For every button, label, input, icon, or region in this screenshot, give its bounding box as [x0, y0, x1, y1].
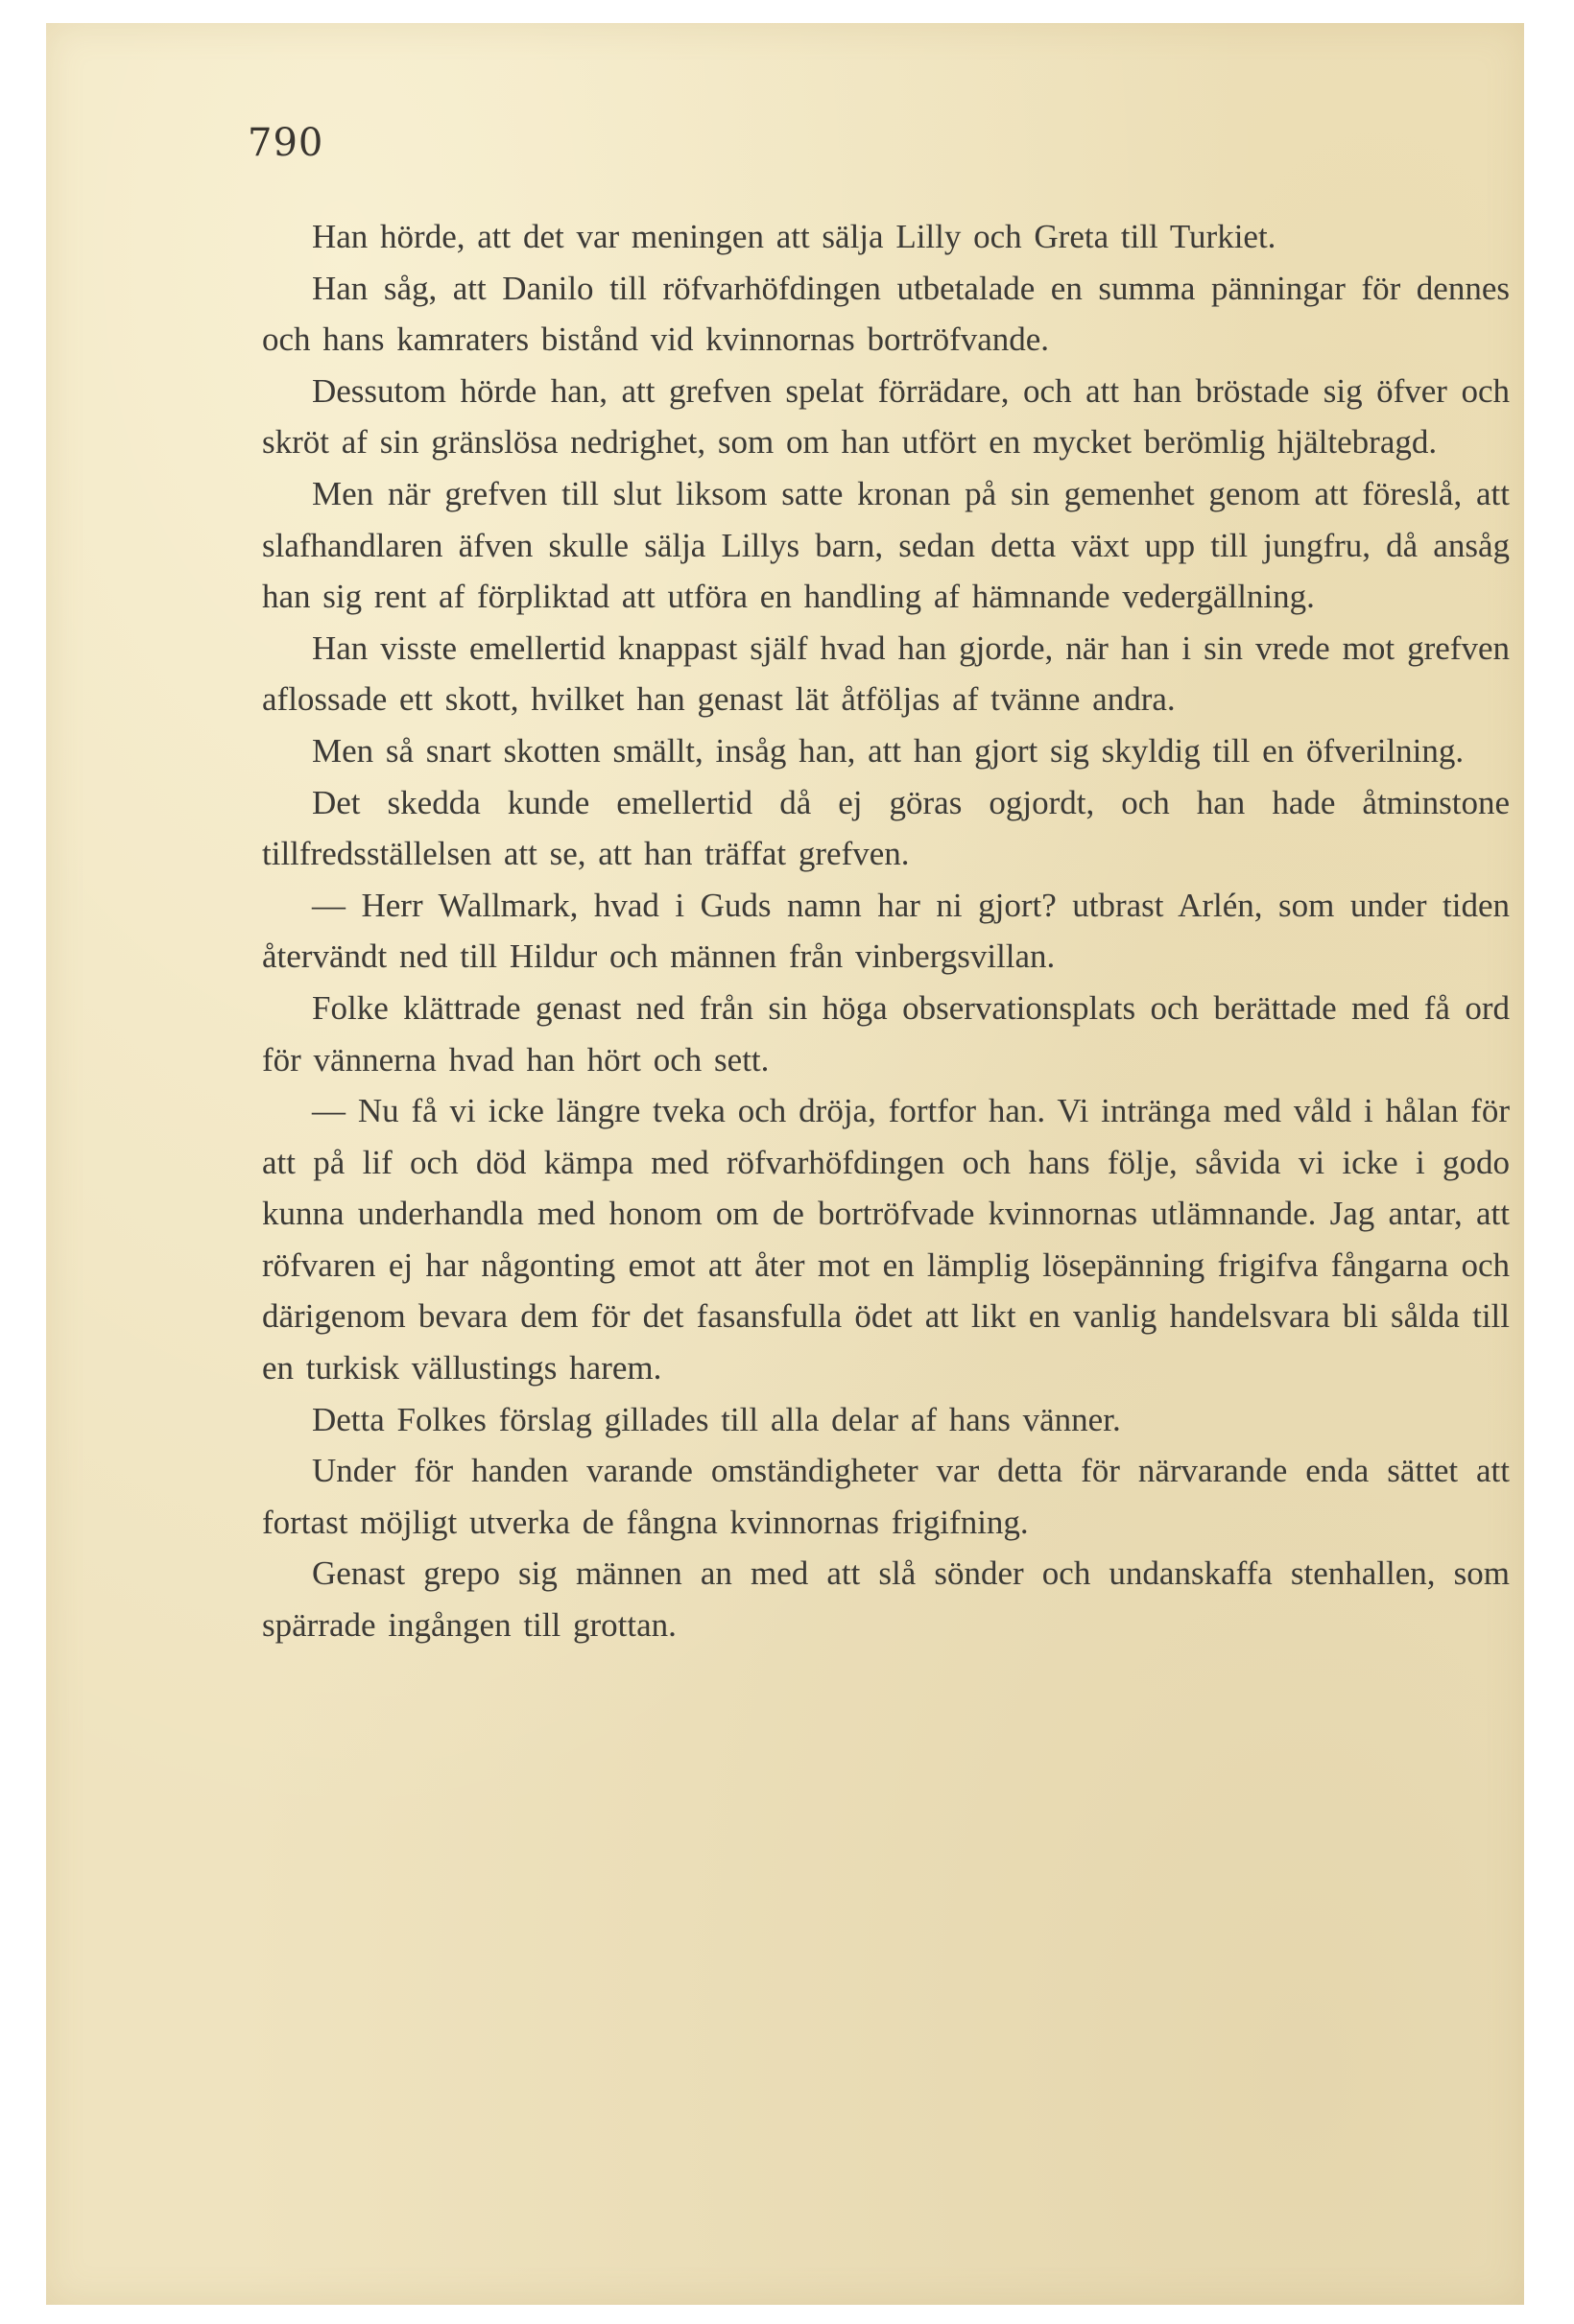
paragraph: Under för handen varande omständigheter var detta för närvarande enda sättet att fortast möjligt utverka de fångna kvinnornas frigifning.: [262, 1452, 1510, 1541]
paragraph: Men när grefven till slut liksom satte kronan på sin gemenhet genom att föreslå, att slafhandlaren äfven skulle sälja Lillys barn, sedan detta växt upp till jungfru, då ansåg han sig rent af förpliktad att utföra en handling af hämnande vedergällning.: [262, 474, 1510, 616]
paragraph: Han såg, att Danilo till röfvarhöfdingen utbetalade en summa pänningar för dennes och hans kamraters bistånd vid kvinnornas bortröfvande.: [262, 269, 1510, 359]
paragraph: Folke klättrade genast ned från sin höga observationsplats och berättade med få ord för vännerna hvad han hört och sett.: [262, 988, 1510, 1079]
paragraph: Det skedda kunde emellertid då ej göras ogjordt, och han hade åtminstone tillfredsställelsen att se, att han träffat grefven.: [262, 783, 1510, 873]
page-number: 790: [248, 121, 324, 165]
paragraph: — Herr Wallmark, hvad i Guds namn har ni gjort? utbrast Arlén, som under tiden återvändt ned till Hildur och männen från vinbergsvillan.: [262, 886, 1510, 976]
paragraph: Han hörde, att det var meningen att sälja Lilly och Greta till Turkiet.: [312, 218, 1276, 255]
paragraph: — Nu få vi icke längre tveka och dröja, fortfor han. Vi inträngа med våld i hålan för att på lif och död kämpa med röfvarhöfdingen och hans följe, såvida vi icke i godo kunna underhandla med honom om de bortröfvade kvinnornas utlämnande. Jag antar, att röfvaren ej har någonting emot att åter mot en lämplig lösepänning frigifva fångarna och därigenom bevara dem för det fasansfulla ödet att likt en vanlig handelsvara bli sålda till en turkisk vällustings harem.: [262, 1092, 1510, 1387]
paragraph: Han visste emellertid knappast själf hvad han gjorde, när han i sin vrede mot grefven aflossade ett skott, hvilket han genast lät åtföljas af tvänne andra.: [262, 628, 1510, 719]
paragraph: Men så snart skotten smällt, insåg han, att han gjort sig skyldig till en öfverilning.: [312, 731, 1465, 770]
book-page: [46, 23, 1524, 2305]
paragraph: Detta Folkes förslag gillades till alla delar af hans vänner.: [312, 1400, 1121, 1438]
paragraph: Genast grepo sig männen an med att slå sönder och undanskaffa stenhallen, som spärrade ingången till grottan.: [262, 1554, 1510, 1645]
body-text: [262, 211, 1510, 1651]
paragraph: Dessutom hörde han, att grefven spelat förrädare, och att han bröstade sig öfver och skröt af sin gränslösa nedrighet, som om han utfört en mycket berömlig hjältebragd.: [262, 371, 1510, 462]
